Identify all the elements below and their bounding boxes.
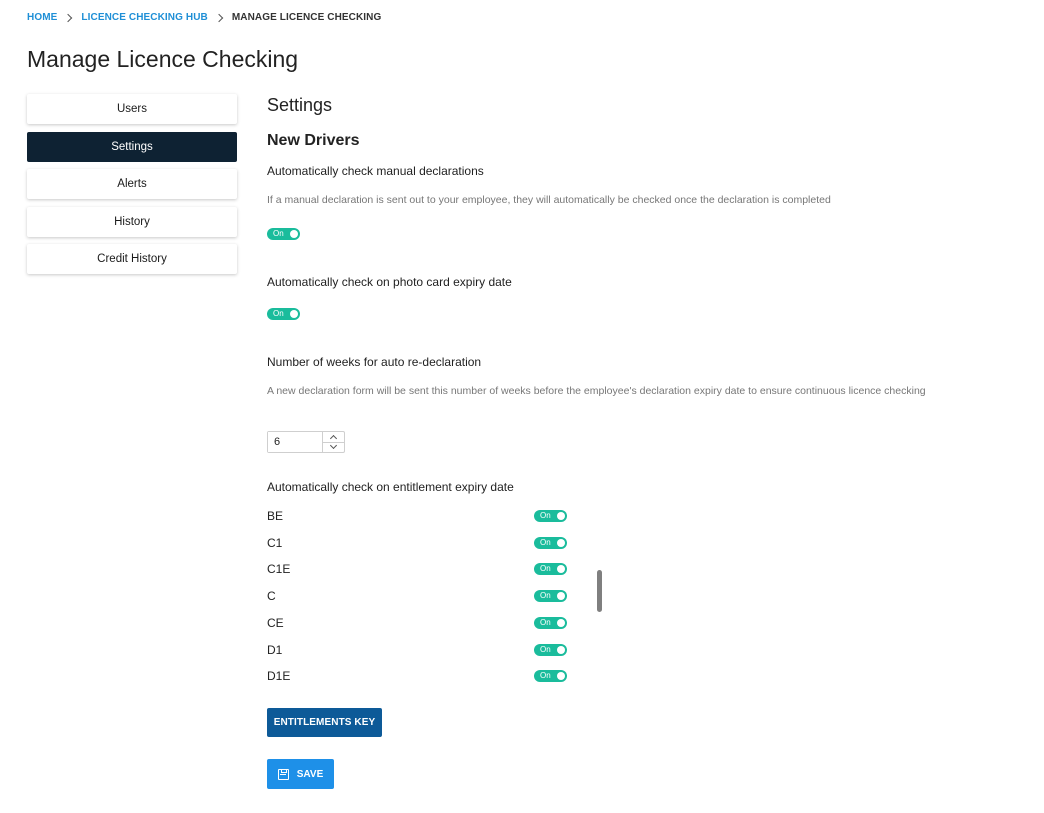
redeclaration-weeks-input [267, 431, 345, 453]
weeks-stepper [322, 432, 344, 452]
toggle-knob [557, 592, 565, 600]
chevron-right-icon [64, 13, 72, 21]
entitlement-label-c1: C1 [267, 536, 283, 550]
entitlement-label-d1: D1 [267, 643, 283, 657]
entitlement-row-ce [267, 614, 567, 634]
toggle-state: On [540, 645, 551, 654]
photo-card-label: Automatically check on photo card expiry date [267, 275, 512, 289]
entitlement-toggle-c1e[interactable] [534, 563, 567, 575]
entitlement-row-d1 [267, 641, 567, 661]
floppy-disk-icon [278, 769, 289, 780]
toggle-state: On [273, 229, 284, 238]
entitlement-label-ce: CE [267, 616, 284, 630]
entitlement-toggle-d1[interactable] [534, 644, 567, 656]
breadcrumb-current: MANAGE LICENCE CHECKING [231, 12, 382, 23]
sidebar-item-users[interactable]: Users [27, 94, 237, 124]
toggle-state: On [540, 671, 551, 680]
breadcrumb [27, 12, 381, 23]
toggle-knob [557, 672, 565, 680]
sidebar-item-history[interactable]: History [27, 207, 237, 237]
toggle-state: On [540, 591, 551, 600]
save-button[interactable] [267, 759, 334, 789]
entitlement-label-be: BE [267, 509, 284, 523]
toggle-knob [290, 230, 298, 238]
sidebar-item-credit-history[interactable]: Credit History [27, 244, 237, 274]
entitlement-toggle-be[interactable] [534, 510, 567, 522]
entitlement-row-c [267, 587, 567, 607]
toggle-knob [557, 619, 565, 627]
chevron-down-icon [330, 442, 337, 449]
entitlement-toggle-c1[interactable] [534, 537, 567, 549]
decrement-button[interactable] [323, 442, 344, 453]
toggle-knob [290, 310, 298, 318]
entitlement-row-be [267, 507, 567, 527]
entitlement-label-c: C [267, 589, 276, 603]
entitlement-toggle-d1e[interactable] [534, 670, 567, 682]
photo-card-toggle[interactable] [267, 308, 300, 320]
save-button-label: SAVE [296, 768, 324, 780]
entitlement-toggle-ce[interactable] [534, 617, 567, 629]
toggle-knob [557, 512, 565, 520]
weeks-value-field[interactable] [268, 432, 322, 452]
manual-declarations-toggle[interactable] [267, 228, 300, 240]
manual-declarations-description: If a manual declaration is sent out to your employee, they will automatically be checked once the declaration is completed [267, 194, 831, 206]
entitlement-row-c1 [267, 534, 567, 554]
entitlement-row-d1e [267, 667, 567, 687]
entitlement-row-c1e [267, 560, 567, 580]
increment-button[interactable] [323, 432, 344, 442]
toggle-state: On [540, 511, 551, 520]
sidebar [27, 94, 237, 282]
toggle-state: On [540, 618, 551, 627]
scrollbar-thumb[interactable] [597, 570, 602, 612]
entitlement-label: Automatically check on entitlement expiry date [267, 480, 514, 494]
entitlement-label-d1e: D1E [267, 669, 291, 683]
page-title: Manage Licence Checking [27, 46, 299, 72]
breadcrumb-home[interactable]: HOME [27, 12, 58, 23]
chevron-right-icon [215, 13, 223, 21]
breadcrumb-licence-checking-hub[interactable]: LICENCE CHECKING HUB [81, 12, 208, 23]
toggle-state: On [540, 564, 551, 573]
sidebar-item-settings[interactable]: Settings [27, 132, 237, 162]
manual-declarations-label: Automatically check manual declarations [267, 164, 484, 178]
toggle-state: On [540, 538, 551, 547]
toggle-knob [557, 646, 565, 654]
settings-heading: Settings [267, 95, 333, 115]
toggle-knob [557, 539, 565, 547]
redeclaration-description: A new declaration form will be sent this number of weeks before the employee's declaration expiry date to ensure continuous licence checking [267, 385, 926, 397]
sidebar-item-alerts[interactable]: Alerts [27, 169, 237, 199]
entitlements-key-button[interactable]: ENTITLEMENTS KEY [267, 708, 382, 737]
redeclaration-label: Number of weeks for auto re-declaration [267, 355, 482, 369]
toggle-state: On [273, 309, 284, 318]
entitlement-toggle-c[interactable] [534, 590, 567, 602]
new-drivers-heading: New Drivers [267, 132, 360, 149]
toggle-knob [557, 565, 565, 573]
entitlement-label-c1e: C1E [267, 562, 291, 576]
